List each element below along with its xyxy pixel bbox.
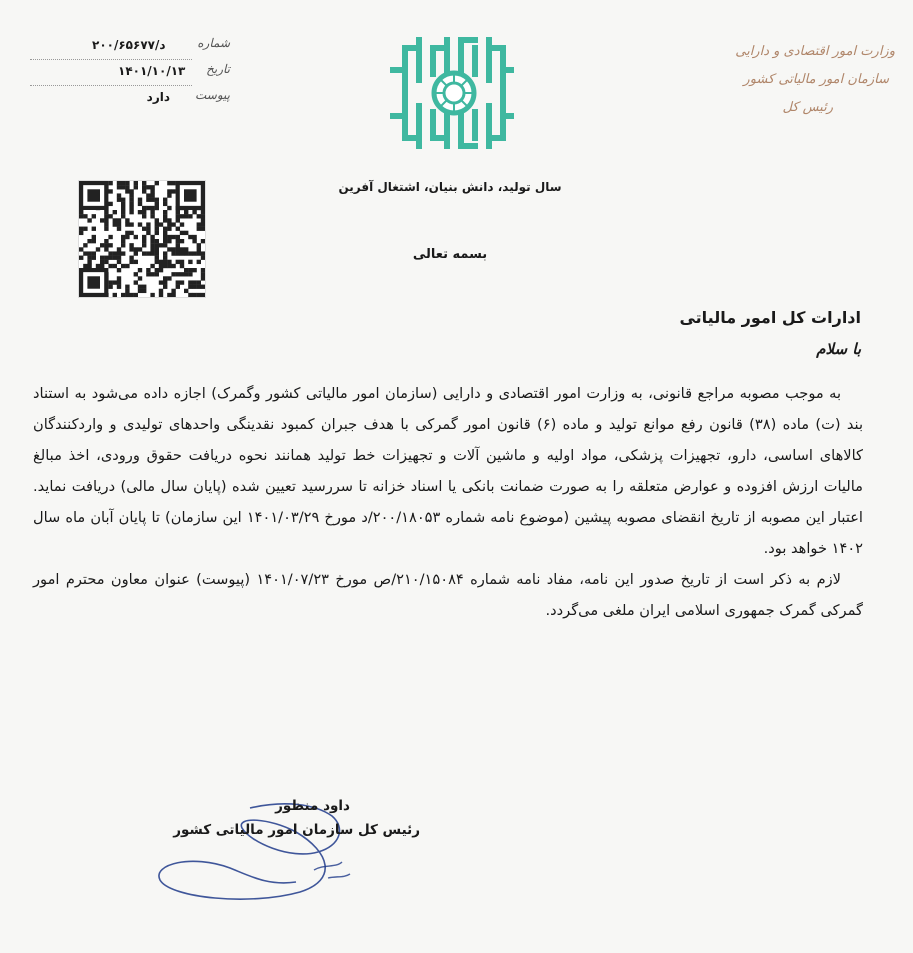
organization-line: سازمان امور مالیاتی کشور	[743, 72, 889, 87]
letter-date-row	[30, 62, 230, 88]
qr-code	[78, 180, 206, 298]
bismillah-heading: بسمه تعالی	[412, 247, 488, 262]
ministry-header	[695, 38, 895, 122]
letter-meta	[30, 36, 230, 114]
letter-number-row	[30, 36, 230, 62]
ministry-line: وزارت امور اقتصادی و دارایی	[735, 44, 895, 59]
number-label: شماره	[197, 36, 230, 50]
signature-block	[100, 798, 430, 908]
date-label: تاریخ	[206, 62, 230, 76]
attachment-label: پیوست	[195, 88, 230, 102]
attachment-value: دارد	[146, 90, 170, 104]
position-line: رئیس کل	[782, 100, 833, 115]
addressee: ادارات کل امور مالیاتی	[679, 308, 861, 327]
year-slogan: سال تولید، دانش بنیان، اشتغال آفرین	[338, 180, 562, 194]
body-paragraph: لازم به ذکر است از تاریخ صدور این نامه، مفاد نامه شماره ۲۱۰/۱۵۰۸۴/ص مورخ ۱۴۰۱/۰۷/۲۳ (پیوست) عنوان معاون محترم امور گمرکی گمرک جمهوری اسلامی ایران ملغی می‌گردد.	[33, 571, 863, 619]
handwritten-signature	[100, 798, 430, 908]
date-value: ۱۴۰۱/۱۰/۱۳	[118, 64, 186, 78]
body-paragraph: به موجب مصوبه مراجع قانونی، به وزارت امور اقتصادی و دارایی (سازمان امور مالیاتی کشور وگمرک) اجازه داده می‌شود به استناد بند (ت) ماده (۳۸) قانون رفع موانع تولید و ماده (۶) قانون امور گمرکی با هدف جبران کمبود نقدینگی واحدهای تولیدی و واردکنندگان کالاهای اساسی، دارو، تجهیزات پزشکی، مواد اولیه و ماشین آلات و تجهیزات خط تولید همانند نحوه دریافت حقوق ورودی، اخذ مبالغ مالیات ارزش افزوده و عوارض متعلقه را به صورت ضمانت بانکی یا اسناد خزانه تا سررسید تعیین شده (پایان سال مالی) دریافت نماید. اعتبار این مصوبه از تاریخ انقضای مصوبه پیشین (موضوع نامه شماره ۲۰۰/۱۸۰۵۳/د مورخ ۱۴۰۱/۰۳/۲۹ این سازمان) تا پایان آبان ماه سال ۱۴۰۲ خواهد بود.	[33, 385, 864, 557]
number-value: ۲۰۰/۶۵۶۷۷/د	[92, 38, 166, 52]
letter-body	[33, 378, 863, 626]
signatory-title: رئیس کل سازمان امور مالیاتی کشور	[173, 822, 420, 838]
tax-organization-logo	[385, 30, 517, 154]
greeting: با سلام	[816, 340, 861, 358]
signatory-name: داود منظور	[275, 798, 350, 814]
letter-attachment-row	[30, 88, 230, 114]
